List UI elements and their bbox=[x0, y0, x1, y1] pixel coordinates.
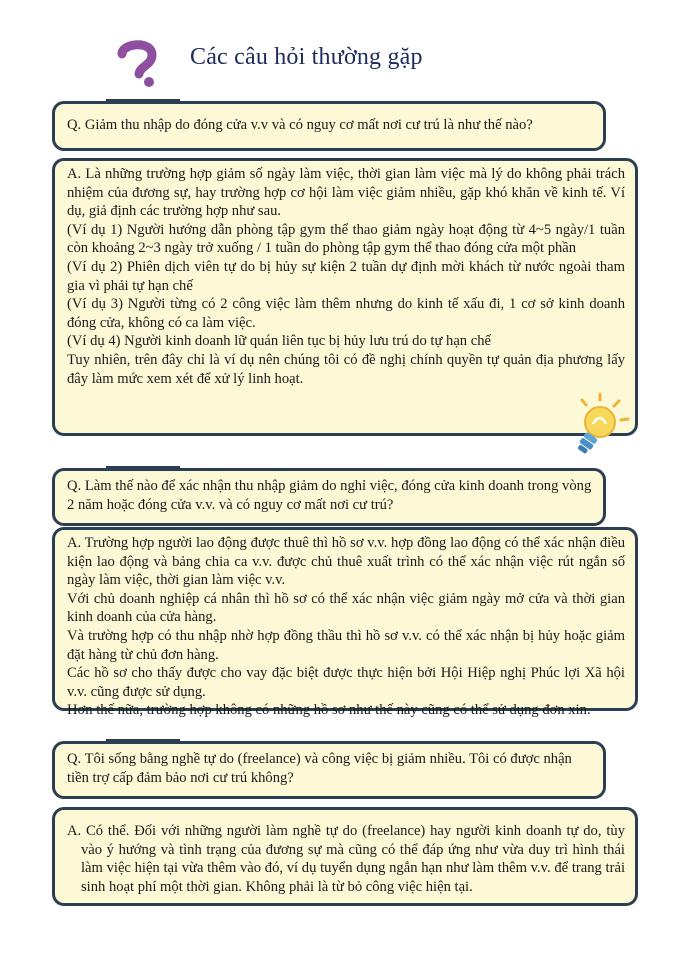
answer-line: Hơn thế nữa, trường hợp không có những hồ sơ như thế này cũng có thể sử dụng đơn xin. bbox=[67, 702, 591, 719]
faq-question-1 bbox=[52, 101, 606, 151]
answer-line: A. Có thể. Đối với những người làm nghề tự do (freelance) hay người kinh doanh tự do, tùy vào ý hướng và tình trạng của đương sự mà cũng có thể đáp ứng như vừa duy trì hình thái làm việc hiện tại vừa thêm vào đó, ví dụ tuyển dụng ngắn hạn như làm thêm v.v. để trang trải sinh hoạt phí một thời gian. Không phải là từ bỏ công việc hiện tại. bbox=[67, 823, 625, 895]
answer-line: (Ví dụ 3) Người từng có 2 công việc làm thêm nhưng do kinh tế xấu đi, 1 cơ sở kinh doanh đóng cửa, không có ca làm việc. bbox=[67, 296, 625, 331]
answer-line: Tuy nhiên, trên đây chỉ là ví dụ nên chúng tôi có đề nghị chính quyền tự quản địa phương lấy đây làm mức xem xét để xử lý linh hoạt. bbox=[67, 351, 625, 387]
question-mark-icon bbox=[112, 38, 164, 90]
question-text: Q. Giảm thu nhập do đóng cửa v.v và có nguy cơ mất nơi cư trú là như thế nào? bbox=[67, 117, 533, 133]
faq-answer-1 bbox=[52, 158, 638, 436]
faq-answer-2 bbox=[52, 527, 638, 719]
answer-line: Và trường hợp có thu nhập nhờ hợp đồng thầu thì hồ sơ v.v. có thể xác nhận bị hủy hoặc giảm đặt hàng từ chủ đơn hàng. bbox=[67, 627, 625, 663]
faq-answer-3 bbox=[52, 807, 638, 906]
faq-question-2 bbox=[52, 468, 606, 526]
answer-line: Với chủ doanh nghiệp cá nhân thì hồ sơ có thể xác nhận việc giảm ngày mở cửa và thời gian kinh doanh của cửa hàng. bbox=[67, 590, 625, 626]
answer-line: A. Trường hợp người lao động được thuê thì hồ sơ v.v. hợp đồng lao động có thể xác nhận điều kiện lao động và bảng chia ca v.v. được chủ thuê xuất trình có thể xác nhận việc rút ngắn số ngày làm việc, thời gian làm việc v.v. bbox=[67, 535, 625, 589]
answer-line: (Ví dụ 2) Phiên dịch viên tự do bị hủy sự kiện 2 tuần dự định mời khách từ nước ngoài tham gia vì phải tự hạn chế bbox=[67, 258, 625, 294]
answer-line: (Ví dụ 4) Người kinh doanh lữ quán liên tục bị hủy lưu trú do tự hạn chế bbox=[67, 333, 491, 350]
answer-line: Các hồ sơ cho thấy được cho vay đặc biệt được thực hiện bởi Hội Hiệp nghị Phúc lợi Xã hội v.v. cũng được sử dụng. bbox=[67, 665, 625, 700]
answer-line: A. Là những trường hợp giảm số ngày làm việc, thời gian làm việc mà lý do không phải trách nhiệm của đương sự, hay trường hợp cơ hội làm việc giảm nhiều, gặp khó khăn về kinh tế. Ví dụ, giả định các trường hợp như sau. bbox=[67, 166, 625, 220]
page-title: Các câu hỏi thường gặp bbox=[190, 44, 423, 70]
question-text: Q. Tôi sống bằng nghề tự do (freelance) và công việc bị giảm nhiều. Tôi có được nhận tiền trợ cấp đảm bảo nơi cư trú không? bbox=[67, 751, 572, 786]
light-bulb-icon bbox=[560, 392, 632, 464]
faq-question-3 bbox=[52, 741, 606, 799]
answer-line: (Ví dụ 1) Người hướng dẫn phòng tập gym thể thao giảm ngày hoạt động từ 4~5 ngày/1 tuần còn khoảng 2~3 ngày trở xuống / 1 tuần do phòng tập gym thể thao đóng cửa một phần bbox=[67, 221, 625, 257]
question-text: Q. Làm thế nào để xác nhận thu nhập giảm do nghỉ việc, đóng cửa kinh doanh trong vòng 2 năm hoặc đóng cửa v.v. và có nguy cơ mất nơi cư trú? bbox=[67, 478, 592, 513]
